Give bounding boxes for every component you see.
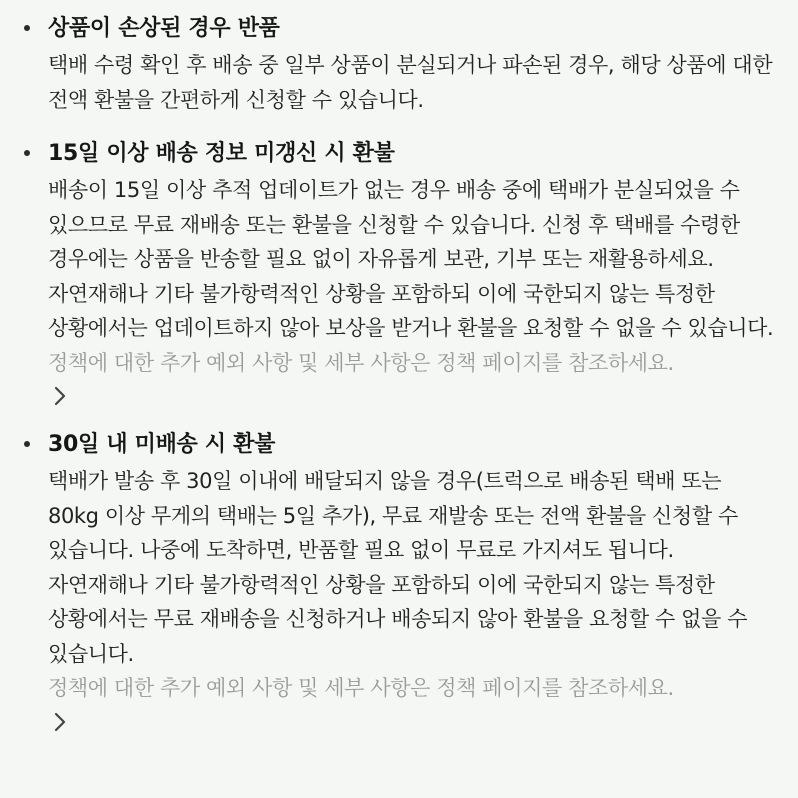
chevron-right-icon[interactable] (48, 710, 72, 734)
section-body: 택배 수령 확인 후 배송 중 일부 상품이 분실되거나 파손된 경우, 해당 상품에 대한 전액 환불을 간편하게 신청할 수 있습니다. (48, 53, 773, 112)
policy-details-link-text: 정책에 대한 추가 예외 사항 및 세부 사항은 정책 페이지를 참조하세요. (48, 350, 674, 375)
policy-details-link-text: 정책에 대한 추가 예외 사항 및 세부 사항은 정책 페이지를 참조하세요. (48, 676, 674, 700)
section-body: 택배가 발송 후 30일 이내에 배달되지 않을 경우(트럭으로 배송된 택배 또는 80kg 이상 무게의 택배는 5일 추가), 무료 재발송 또는 전액 환불을 신청할 수 있습니다. 나중에 도착하면, 반품할 필요 없이 무료로 가지셔도 됩니다. 자연재해나 기타 불가항력적인 상황을 포함하되 이에 국한되지 않는 특정한 상황에서는 무료 재배송을 신청하거나 배송되지 않아 환불을 요청할 수 없을 수 있습니다. (48, 469, 748, 666)
bullet-dot (24, 25, 30, 31)
policy-section-damaged-items (24, 12, 776, 117)
policy-section-no-tracking-update (24, 137, 776, 408)
section-heading: 15일 이상 배송 정보 미갱신 시 환불 (48, 141, 395, 166)
bullet-dot (24, 150, 30, 156)
policy-details-link[interactable] (48, 346, 776, 409)
chevron-right-icon[interactable] (48, 384, 72, 408)
policy-section-not-delivered (24, 428, 776, 734)
section-heading: 상품이 손상된 경우 반품 (48, 16, 280, 41)
bullet-dot (24, 441, 30, 447)
policy-details-link[interactable] (48, 671, 776, 734)
section-heading: 30일 내 미배송 시 환불 (48, 432, 276, 457)
section-body: 배송이 15일 이상 추적 업데이트가 없는 경우 배송 중에 택배가 분실되었을 수 있으므로 무료 재배송 또는 환불을 신청할 수 있습니다. 신청 후 택배를 수령한 경우에는 상품을 반송할 필요 없이 자유롭게 보관, 기부 또는 재활용하세요. 자연재해나 기타 불가항력적인 상황을 포함하되 이에 국한되지 않는 특정한 상황에서는 업데이트하지 않아 보상을 받거나 환불을 요청할 수 없을 수 있습니다. (48, 178, 774, 340)
